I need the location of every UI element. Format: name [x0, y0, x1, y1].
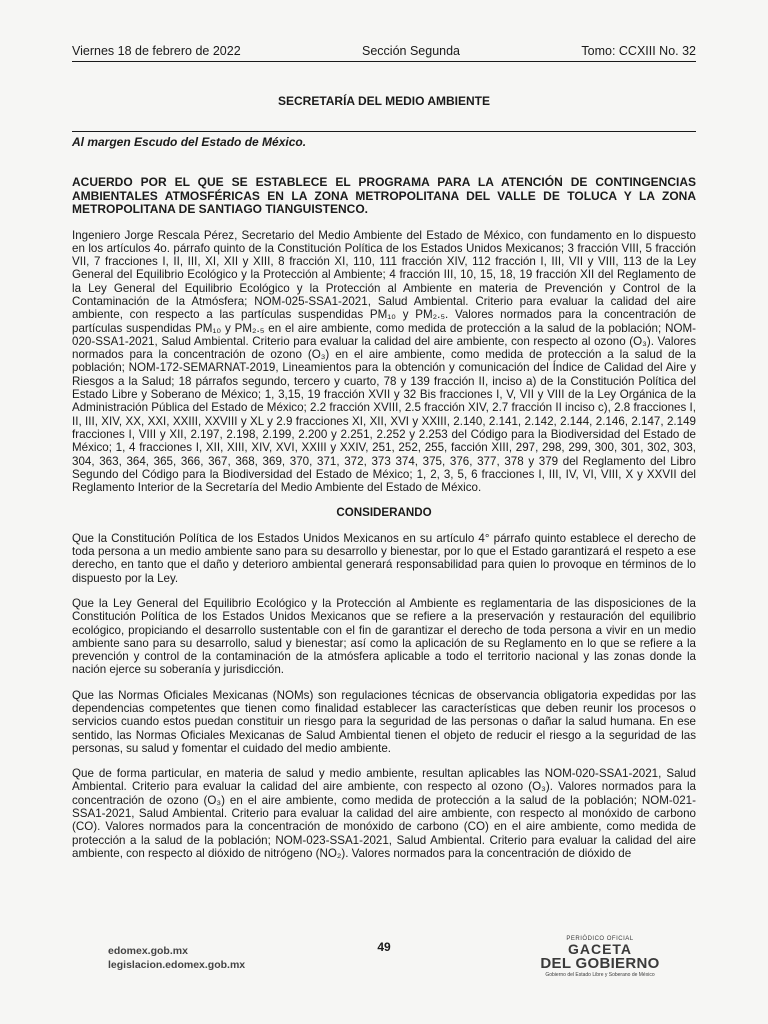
page-header — [72, 44, 696, 62]
page-footer — [0, 936, 768, 996]
considerando-paragraph: Que la Constitución Política de los Estados Unidos Mexicanos en su artículo 4° párrafo quinto establece el derecho de toda persona a un medio ambiente sano para su desarrollo y bienestar, por lo que el Estado garantizará el respeto a ese derecho, en tanto que el daño y deterioro ambiental generará responsabilidad para quien lo provoque en términos de lo dispuesto por la Ley. — [72, 531, 696, 585]
gaceta-logo-small: Gobierno del Estado Libre y Soberano de México — [545, 972, 655, 978]
acuerdo-title: ACUERDO POR EL QUE SE ESTABLECE EL PROGRAMA PARA LA ATENCIÓN DE CONTINGENCIAS AMBIENTALES ATMOSFÉRICAS EN LA ZONA METROPOLITANA DEL VALLE DE TOLUCA Y LA ZONA METROPOLITANA DE SANTIAGO TIANGUISTENCO. — [72, 175, 696, 216]
margin-note: Al margen Escudo del Estado de México. — [72, 131, 696, 149]
gaceta-logo-line1: GACETA — [567, 941, 633, 957]
considerando-paragraph: Que de forma particular, en materia de salud y medio ambiente, resultan aplicables las NOM-020-SSA1-2021, Salud Ambiental. Criterio para evaluar la calidad del aire ambiente, con respecto al ozono (O₃). Valores normados para la concentración de ozono (O₃) en el aire ambiente, como medida de protección a la salud de la población; NOM-021-SSA1-2021, Salud Ambiental. Criterio para evaluar la calidad del aire ambiente, con respecto al monóxido de carbono (CO). Valores normados para la concentración de monóxido de carbono (CO) en el aire ambiente, como medida de protección a la salud de la población; NOM-023-SSA1-2021, Salud Ambiental. Criterio para evaluar la calidad del aire ambiente, con respecto al dióxido de nitrógeno (NO₂). Valores normados para la concentración de dióxido de — [72, 767, 696, 860]
gaceta-logo — [540, 936, 660, 978]
considerando-paragraph: Que la Ley General del Equilibrio Ecológico y la Protección al Ambiente es reglamentaria de las disposiciones de la Constitución Política de los Estados Unidos Mexicanos que se refiere a la preservación y restauración del equilibrio ecológico, propiciando el desarrollo sustentable con el fin de garantizar el derecho de toda persona a vivir en un medio ambiente sano para su desarrollo, salud y bienestar; así como la aplicación de su Reglamento en lo que se refiere a la prevención y control de la contaminación de la atmósfera aplicable a todo el territorio nacional y las zonas donde la nación ejerce su soberanía y jurisdicción. — [72, 596, 696, 677]
page-number: 49 — [377, 940, 391, 954]
gaceta-logo-top: PERIÓDICO OFICIAL — [566, 936, 634, 942]
footer-link-edomex[interactable]: edomex.gob.mx — [108, 945, 188, 957]
header-volume: Tomo: CCXIII No. 32 — [581, 44, 696, 58]
header-date: Viernes 18 de febrero de 2022 — [72, 44, 241, 58]
gaceta-logo-line2: DEL GOBIERNO — [540, 955, 660, 972]
department-title: SECRETARÍA DEL MEDIO AMBIENTE — [277, 94, 490, 108]
preamble-paragraph: Ingeniero Jorge Rescala Pérez, Secretario del Medio Ambiente del Estado de México, con fundamento en lo dispuesto en los artículos 4o. párrafo quinto de la Constitución Política de los Estados Unidos Mexicanos; 3 fracción VIII, 5 fracción VII, 7 fracciones I, II, III, XI, XII y XIII, 8 fracción XI, 110, 111 fracción XIV, 112 fracción I, III, VII y VIII, 113 de la Ley General del Equilibrio Ecológico y la Protección al Ambiente; 4 fracción III, 10, 15, 18, 19 fracción XII del Reglamento de la Ley General del Equilibrio Ecológico y la Protección al Ambiente en materia de Prevención y Control de la Contaminación de la Atmósfera; NOM-025-SSA1-2021, Salud Ambiental. Criterio para evaluar la calidad del aire ambiente, con respecto a las partículas suspendidas PM₁₀ y PM₂.₅. Valores normados para la concentración de partículas suspendidas PM₁₀ y PM₂.₅ en el aire ambiente, como medida de protección a la salud de la población; NOM-020-SSA1-2021, Salud Ambiental. Criterio para evaluar la calidad del aire ambiente, con respecto al ozono (O₃). Valores normados para la concentración de ozono (O₃) en el aire ambiente, como medida de protección a la salud de la población; NOM-172-SEMARNAT-2019, Lineamientos para la obtención y comunicación del Índice de Calidad del Aire y Riesgos a la Salud; 18 párrafos segundo, tercero y cuarto, 78 y 139 fracción II, inciso a) de la Constitución Política del Estado Libre y Soberano de México; 1, 3,15, 19 fracción XVII y 32 Bis fracciones I, V, VII y VIII de la Ley Orgánica de la Administración Pública del Estado de México; 2.2 fracción XVIII, 2.5 fracción XIV, 2.7 fracción II inciso c), 2.8 fracciones I, II, III, XIV, XX, XXI, XXIII, XXVIII y XL y 2.9 fracciones XI, XII, XVI y XXIII, 2.140, 2.141, 2.142, 2.144, 2.146, 2.147, 2.149 fracciones I, VIII y XII, 2.197, 2.198, 2.199, 2.200 y 2.251, 2.252 y 2.253 del Código para la Biodiversidad del Estado de México; 1, 4 fracciones I, XII, XIII, XIV, XVI, XXIII y XXIV, 251, 252, 255, facción XIII, 297, 298, 299, 300, 301, 302, 303, 304, 363, 364, 365, 366, 367, 368, 369, 370, 371, 372, 373 374, 375, 376, 377, 378 y 379 del Reglamento del Libro Segundo del Código para la Biodiversidad del Estado de México; 1, 2, 3, 5, 6 fracciones I, III, IV, VI, VIII, X y XXVII del Reglamento Interior de la Secretaría del Medio Ambiente del Estado de México. — [72, 228, 696, 495]
considerando-paragraph: Que las Normas Oficiales Mexicanas (NOMs) son regulaciones técnicas de observancia obligatoria expedidas por las dependencias competentes que tienen como finalidad establecer las características que deben reunir los procesos o servicios cuando estos puedan constituir un riesgo para la seguridad de las personas o dañar la salud humana. En ese sentido, las Normas Oficiales Mexicanas de Salud Ambiental tienen el objeto de reducir el riesgo a la seguridad de las personas, su salud y fomentar el cuidado del medio ambiente. — [72, 688, 696, 755]
considerando-heading: CONSIDERANDO — [336, 506, 432, 520]
header-section: Sección Segunda — [362, 44, 461, 58]
document-body — [72, 176, 696, 872]
footer-link-legislacion[interactable]: legislacion.edomex.gob.mx — [108, 959, 246, 971]
